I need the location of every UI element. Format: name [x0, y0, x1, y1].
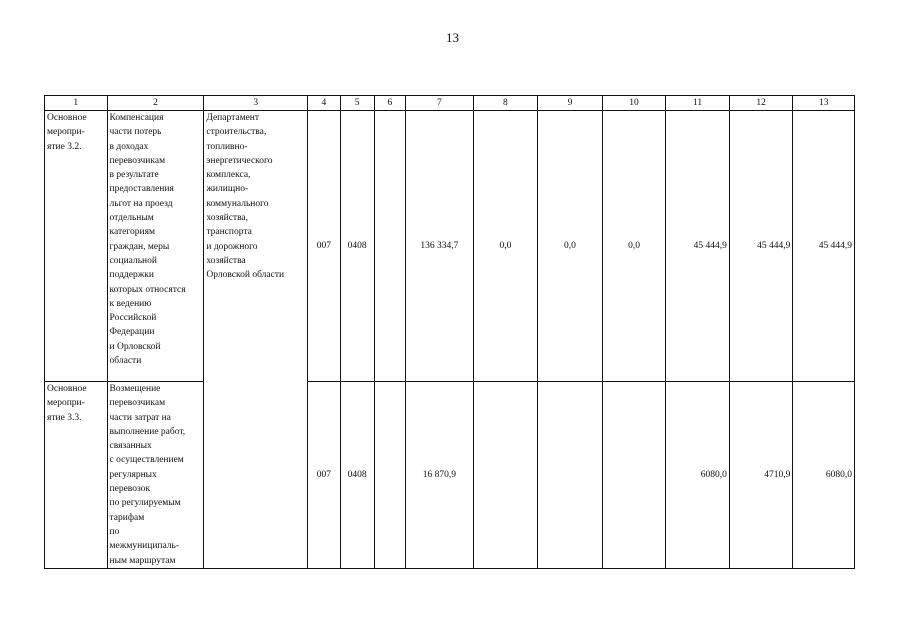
- year-amount-cell: 6080,0: [666, 382, 730, 569]
- total-amount-cell: 136 334,7: [406, 111, 474, 382]
- text-line: и Орловской: [109, 341, 161, 352]
- year-amount-cell: 0,0: [602, 111, 666, 382]
- text-line: Российской: [109, 313, 157, 324]
- text-line: связанных: [109, 441, 152, 452]
- text-line: Орловской области: [206, 270, 285, 281]
- table-row: [45, 382, 855, 569]
- page-number: 13: [446, 30, 459, 45]
- text-line: хозяйства,: [206, 213, 249, 224]
- text-line: части потерь: [109, 127, 162, 138]
- text-line: Основное: [47, 384, 87, 394]
- article-code-cell: [374, 382, 405, 569]
- total-amount-cell: 16 870,9: [406, 382, 474, 569]
- text-line: коммунального: [206, 198, 269, 209]
- text-line: льгот на проезд: [109, 198, 173, 209]
- text-line: в результате: [109, 170, 159, 181]
- department-cell: [204, 111, 308, 569]
- section-code-cell: 0408: [340, 111, 374, 382]
- text-line: транспорта: [206, 227, 252, 238]
- column-header: 9: [538, 96, 603, 111]
- text-line: меропри-: [47, 398, 85, 409]
- activity-name-cell: [45, 111, 108, 382]
- ministry-code-cell: 007: [308, 111, 340, 382]
- text-line: по: [109, 526, 120, 537]
- column-number-header: [45, 96, 855, 111]
- column-header: 11: [666, 96, 730, 111]
- year-amount-cell: 45 444,9: [729, 111, 793, 382]
- column-header: 1: [45, 96, 108, 111]
- year-amount-cell: [473, 382, 538, 569]
- column-header: 10: [602, 96, 666, 111]
- text-line: Компенсация: [109, 113, 164, 123]
- year-amount-cell: 45 444,9: [666, 111, 730, 382]
- year-amount-cell: 45 444,9: [793, 111, 855, 382]
- column-header: 4: [308, 96, 340, 111]
- section-code-cell: 0408: [340, 382, 374, 569]
- text-line: Департамент: [206, 113, 260, 123]
- activity-description-cell: [107, 111, 204, 382]
- text-line: жилищно-: [206, 184, 249, 195]
- text-line: выполнение работ,: [109, 426, 186, 437]
- text-line: граждан, меры: [109, 241, 170, 252]
- column-header: 2: [107, 96, 204, 111]
- text-line: категориям: [109, 227, 155, 238]
- text-line: с осуществлением: [109, 455, 184, 466]
- activity-name-cell: [45, 382, 108, 569]
- text-line: энергетического: [206, 155, 273, 166]
- table-row: [45, 111, 855, 382]
- column-header: 13: [793, 96, 855, 111]
- text-line: к ведению: [109, 298, 152, 309]
- text-line: тарифам: [109, 512, 145, 523]
- text-line: топливно-: [206, 141, 248, 152]
- text-line: перевозчикам: [109, 155, 166, 166]
- text-line: части затрат на: [109, 412, 171, 423]
- budget-table: [44, 95, 855, 569]
- column-header: 3: [204, 96, 308, 111]
- ministry-code-cell: 007: [308, 382, 340, 569]
- text-line: предоставления: [109, 184, 174, 195]
- article-code-cell: [374, 111, 405, 382]
- year-amount-cell: [602, 382, 666, 569]
- text-line: социальной: [109, 255, 157, 266]
- text-line: перевозчикам: [109, 398, 166, 409]
- year-amount-cell: 6080,0: [793, 382, 855, 569]
- text-line: по регулируемым: [109, 498, 181, 509]
- text-line: Возмещение: [109, 384, 161, 394]
- activity-description-cell: [107, 382, 204, 569]
- text-line: отдельным: [109, 213, 154, 224]
- text-line: перевозок: [109, 484, 151, 495]
- text-line: регулярных: [109, 469, 157, 480]
- text-line: комплекса,: [206, 170, 251, 181]
- text-line: строительства,: [206, 127, 267, 138]
- text-line: хозяйства: [206, 255, 246, 266]
- text-line: меропри-: [47, 127, 85, 138]
- year-amount-cell: [538, 382, 603, 569]
- text-line: ным маршрутам: [109, 555, 176, 566]
- column-header: 6: [374, 96, 405, 111]
- year-amount-cell: 0,0: [473, 111, 538, 382]
- column-header: 5: [340, 96, 374, 111]
- text-line: межмуниципаль-: [109, 541, 180, 552]
- text-line: поддержки: [109, 270, 154, 281]
- text-line: в доходах: [109, 141, 149, 152]
- year-amount-cell: 0,0: [538, 111, 603, 382]
- text-line: ятие 3.2.: [47, 141, 82, 152]
- column-header: 12: [729, 96, 793, 111]
- text-line: и дорожного: [206, 241, 258, 252]
- text-line: которых относятся: [109, 284, 186, 295]
- text-line: области: [109, 356, 142, 367]
- column-header: 8: [473, 96, 538, 111]
- text-line: Основное: [47, 113, 87, 123]
- year-amount-cell: 4710,9: [729, 382, 793, 569]
- text-line: Федерации: [109, 327, 155, 338]
- text-line: ятие 3.3.: [47, 412, 82, 423]
- column-header: 7: [406, 96, 474, 111]
